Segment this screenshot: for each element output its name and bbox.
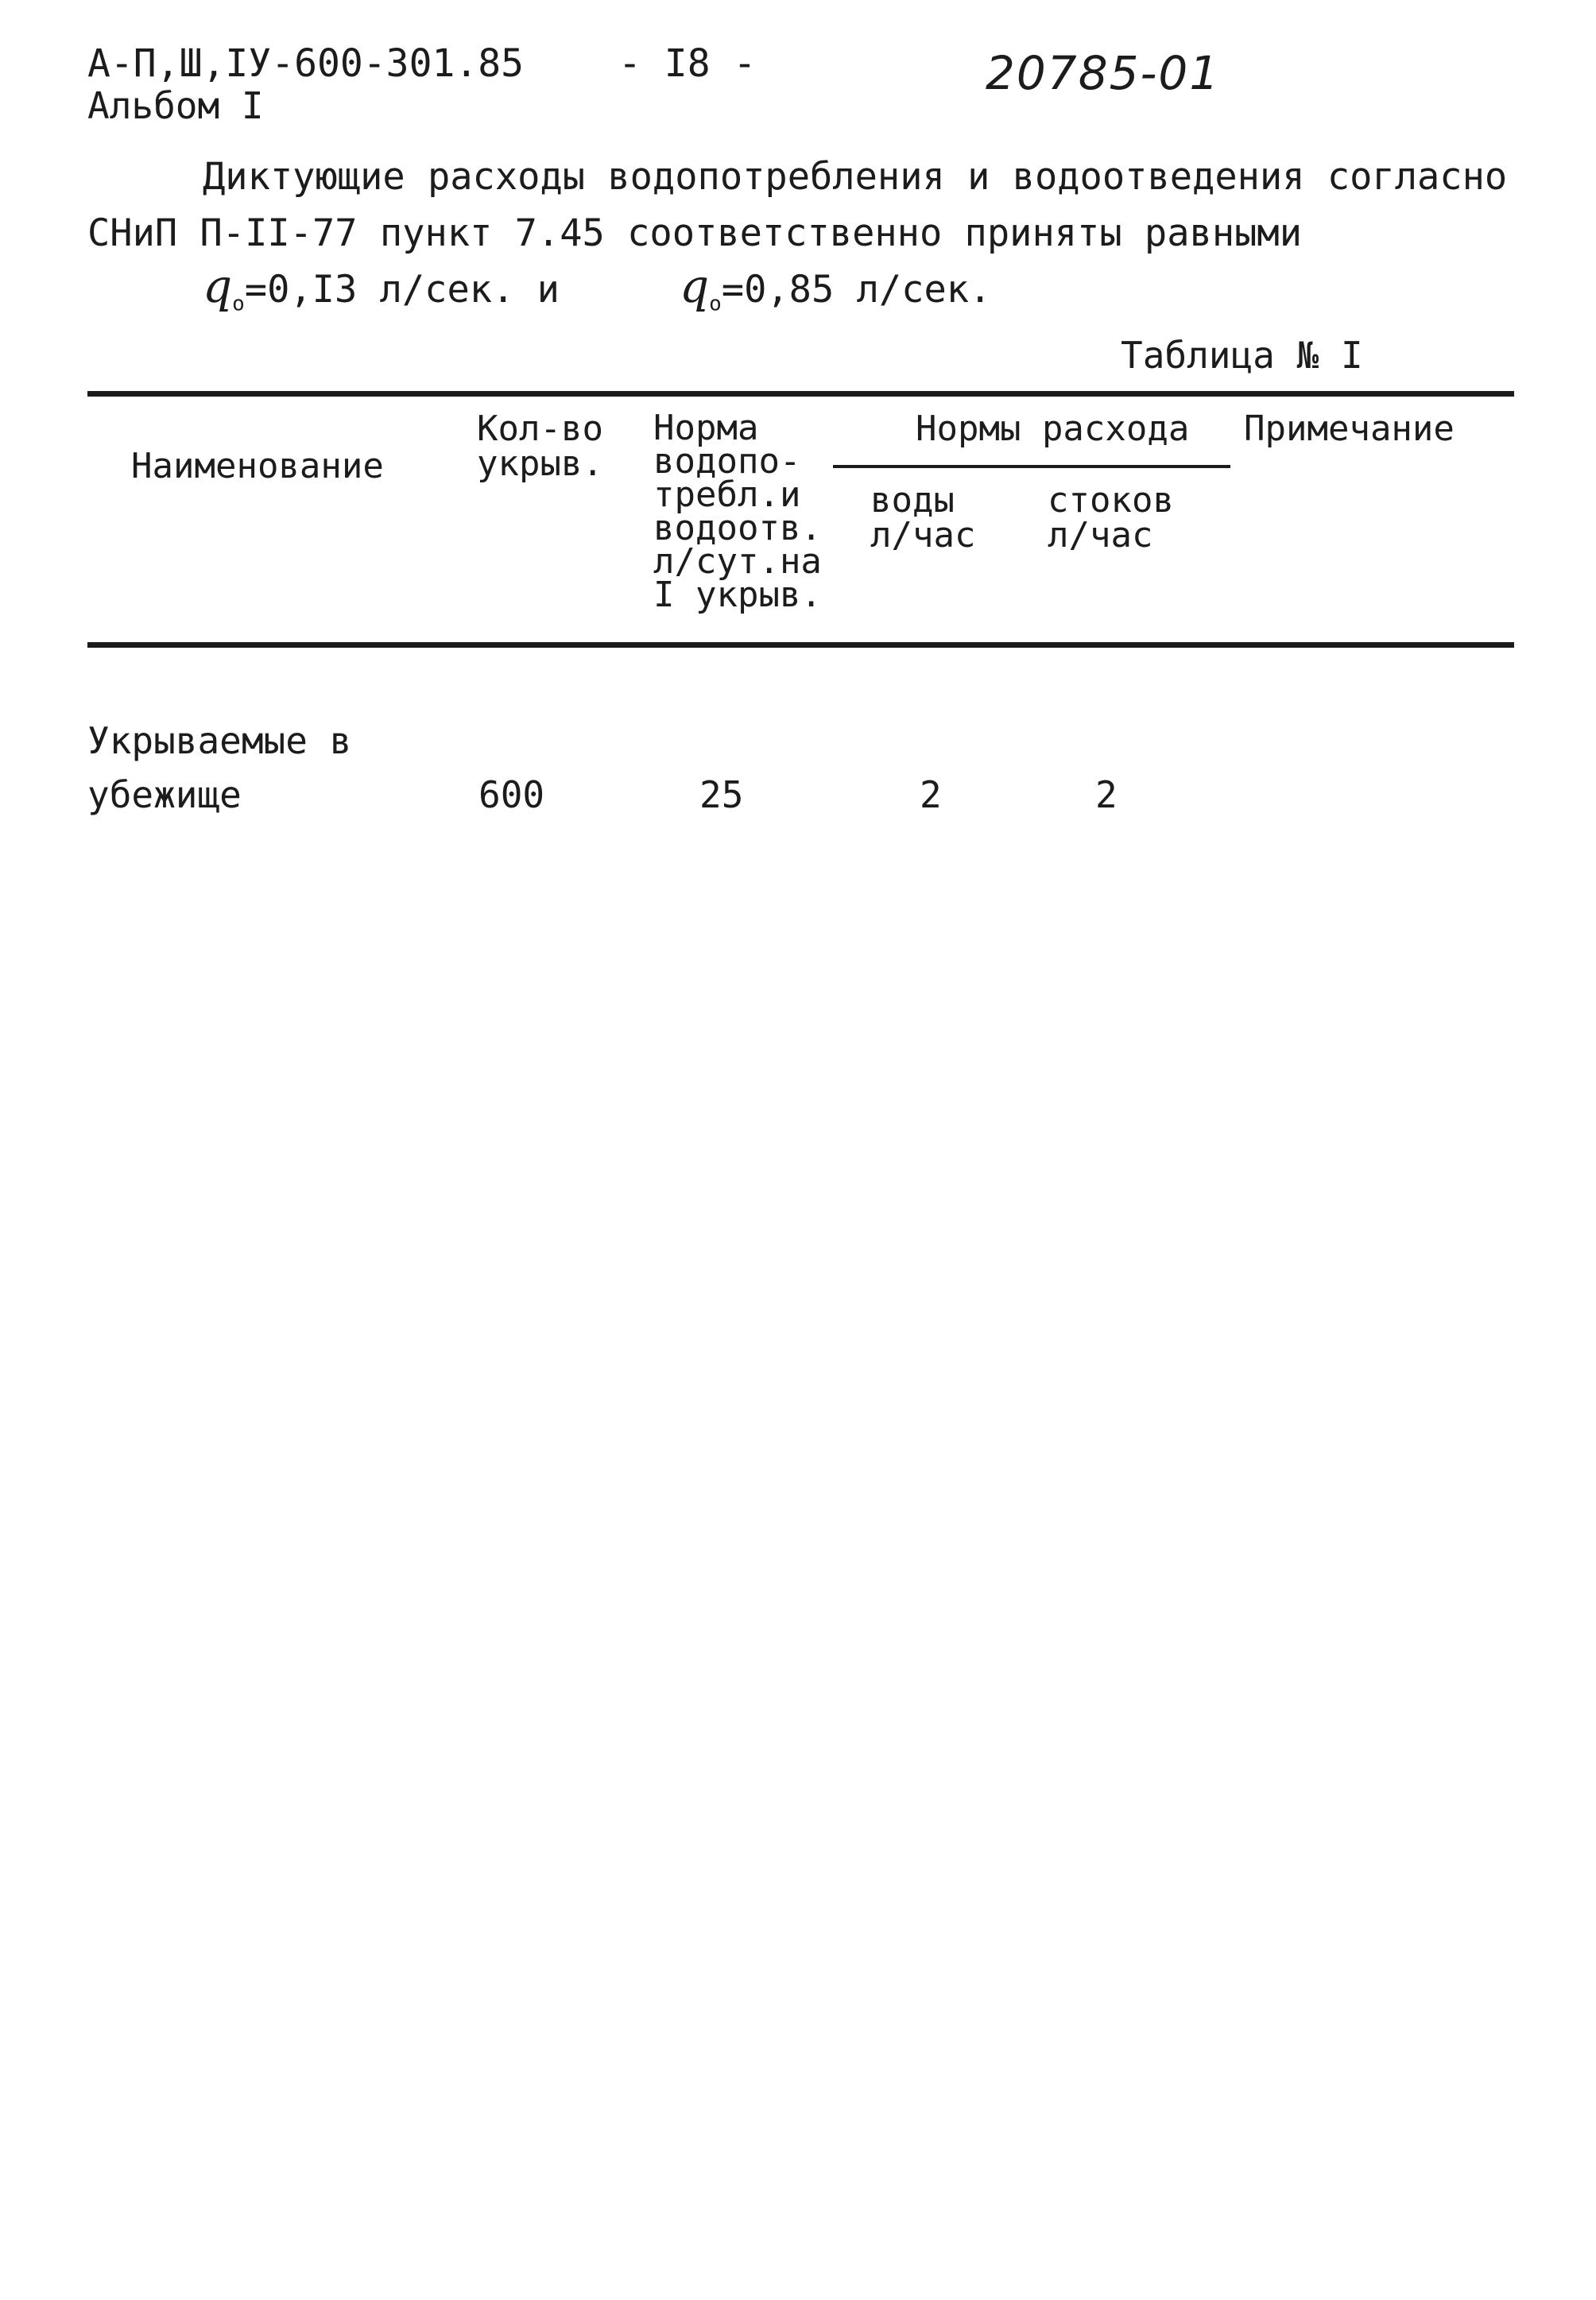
header-norm bbox=[653, 408, 822, 615]
header-norm-line: Норма bbox=[653, 408, 759, 448]
table-row-count: 600 bbox=[478, 773, 545, 816]
page-number: - I8 - bbox=[618, 41, 757, 86]
header-norm-line: л/сут.на bbox=[653, 541, 822, 582]
header-norm-line: требл.и bbox=[653, 474, 801, 515]
row-name-line: убежище bbox=[87, 773, 242, 816]
intro-line-1: Диктующие расходы водопотребления и водоотведения согласно bbox=[203, 155, 1508, 199]
header-water-line: л/час bbox=[870, 515, 976, 556]
table-row-water: 2 bbox=[920, 773, 942, 816]
table-header-rule bbox=[87, 642, 1514, 648]
table-row-sewage: 2 bbox=[1095, 773, 1118, 816]
header-sewage-line: л/час bbox=[1048, 515, 1153, 556]
formula-sewage-value: =0,85 л/сек. bbox=[721, 268, 992, 312]
row-name-line: Укрываемые в bbox=[87, 719, 352, 762]
document-number: 20785-01 bbox=[986, 46, 1221, 100]
header-note: Примечание bbox=[1244, 409, 1455, 449]
table-top-rule bbox=[87, 391, 1514, 397]
header-norm-line: водоотв. bbox=[653, 508, 822, 548]
header-count bbox=[477, 409, 603, 484]
intro-line-2: СНиП П-II-77 пункт 7.45 соответственно приняты равными bbox=[87, 211, 1303, 255]
table-row-norm: 25 bbox=[699, 773, 744, 816]
table-label: Таблица № I bbox=[1121, 334, 1363, 377]
header-sewage-line: стоков bbox=[1048, 480, 1174, 521]
formula-water-subscript: o bbox=[232, 292, 245, 316]
album-label: Альбом I bbox=[87, 84, 264, 127]
formula-water bbox=[203, 259, 560, 316]
flow-group-rule bbox=[833, 465, 1230, 468]
formula-sewage-symbol: q bbox=[680, 259, 710, 313]
formula-water-value: =0,I3 л/сек. и bbox=[244, 268, 560, 312]
header-water bbox=[870, 480, 976, 556]
header-sewage bbox=[1048, 480, 1174, 556]
formula-sewage-subscript: o bbox=[709, 292, 722, 316]
header-flow-group: Нормы расхода bbox=[916, 409, 1190, 449]
table-row-name bbox=[87, 714, 351, 822]
header-water-line: воды bbox=[870, 480, 955, 521]
formula-water-symbol: q bbox=[203, 259, 233, 313]
header-norm-line: I укрыв. bbox=[653, 575, 822, 615]
header-norm-line: водопо- bbox=[653, 441, 801, 482]
header-count-line: укрыв. bbox=[477, 443, 603, 484]
formula-sewage bbox=[680, 259, 991, 316]
header-name: Наименование bbox=[131, 446, 384, 486]
document-code: А-П,Ш,IУ-600-301.85 bbox=[87, 41, 525, 86]
header-count-line: Кол-во bbox=[477, 409, 603, 449]
